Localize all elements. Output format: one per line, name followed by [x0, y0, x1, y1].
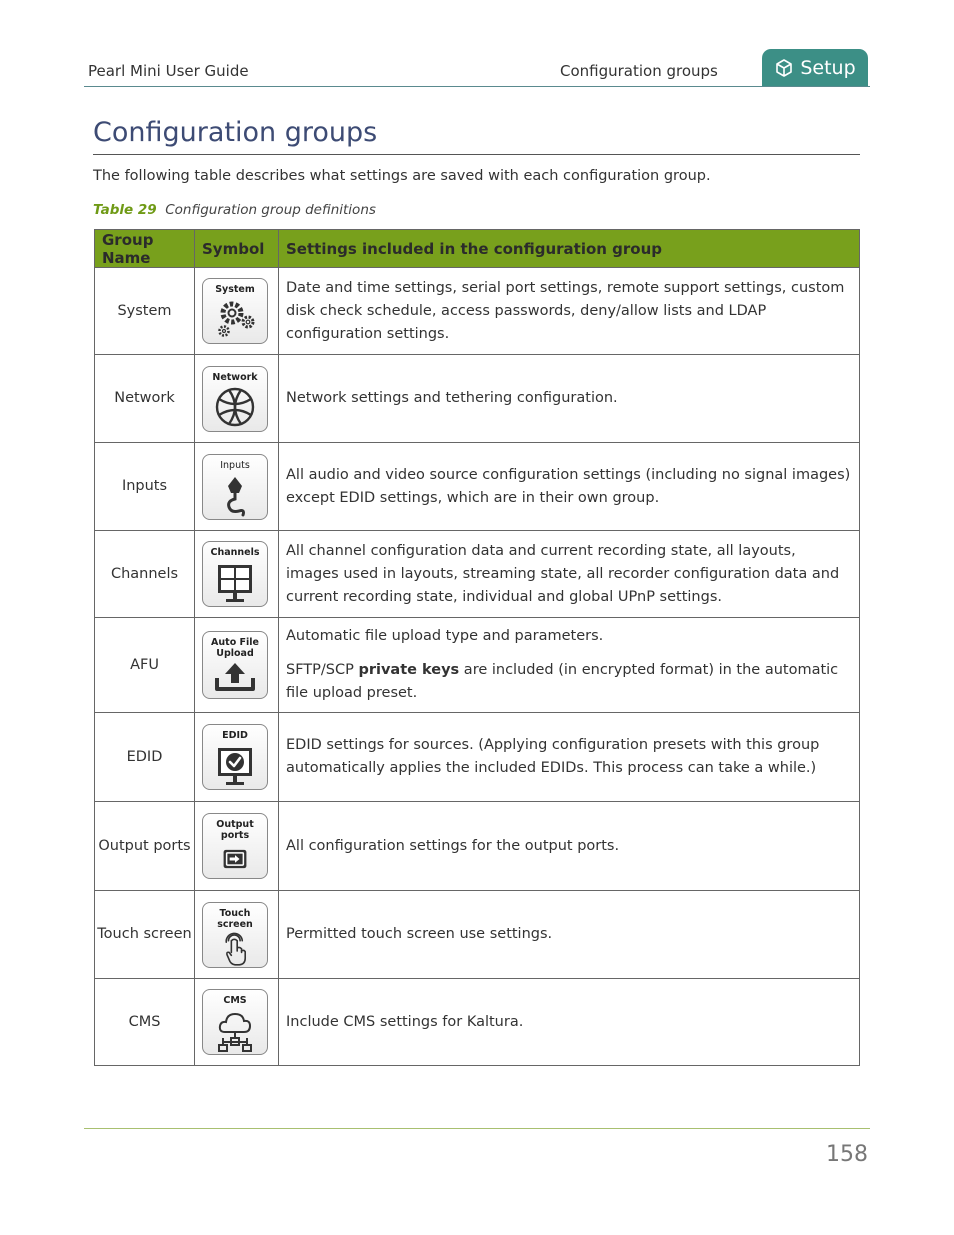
touch-screen-symbol — [202, 902, 268, 968]
table-row — [95, 713, 860, 802]
header-settings: Settings included in the configuration group — [279, 230, 860, 268]
caption-label: Table 29 — [93, 202, 157, 218]
group-name: CMS — [95, 979, 195, 1066]
edid-symbol — [202, 724, 268, 790]
header-divider — [84, 86, 870, 87]
symbol-label: Output ports — [216, 819, 254, 841]
table-row — [95, 443, 860, 531]
table-row — [95, 979, 860, 1066]
group-name: Inputs — [95, 443, 195, 531]
table-row — [95, 355, 860, 443]
monitor-grid-icon — [213, 560, 257, 606]
upload-icon — [210, 661, 260, 693]
cms-symbol — [202, 989, 268, 1055]
footer-divider — [84, 1128, 870, 1129]
settings-description: Include CMS settings for Kaltura. — [286, 1013, 524, 1030]
settings-description: All configuration settings for the output ports. — [286, 837, 620, 854]
settings-description: All audio and video source configuration settings (including no signal images) except EDID settings, which are in their own group. — [286, 466, 851, 506]
group-name: Network — [95, 355, 195, 443]
group-name: AFU — [95, 618, 195, 713]
inputs-symbol — [202, 454, 268, 520]
touch-hand-icon — [213, 932, 257, 967]
settings-description: EDID settings for sources. (Applying configuration presets with this group automatically applies the included EDIDs. This process can take a while.) — [286, 737, 820, 776]
symbol-label: CMS — [223, 995, 247, 1006]
symbol-label: Network — [212, 371, 258, 383]
title-divider — [93, 154, 860, 155]
config-groups-table — [94, 229, 860, 1066]
symbol-label: Inputs — [220, 459, 250, 471]
group-name: Output ports — [95, 802, 195, 891]
symbol-label: EDID — [222, 730, 248, 741]
table-row — [95, 891, 860, 979]
monitor-check-icon — [213, 743, 257, 789]
channels-symbol — [202, 541, 268, 607]
table-header-row — [95, 230, 860, 268]
output-ports-symbol — [202, 813, 268, 879]
page-title: Configuration groups — [93, 117, 378, 148]
setup-tab-label: Setup — [800, 56, 856, 79]
symbol-label: Channels — [210, 547, 260, 558]
afu-symbol — [202, 631, 268, 699]
table-row — [95, 802, 860, 891]
settings-description: Date and time settings, serial port settings, remote support settings, custom disk check schedule, access passwords, deny/allow lists and LDAP configuration settings. — [286, 279, 845, 342]
globe-network-icon — [211, 385, 259, 429]
table-caption — [93, 202, 376, 218]
plug-icon — [213, 473, 257, 519]
guide-title: Pearl Mini User Guide — [88, 62, 249, 80]
symbol-label: Auto File Upload — [211, 637, 259, 659]
settings-description: All channel configuration data and current recording state, all layouts, images used in layouts, streaming state, all recorder configuration data and current recording state, individual and global UPnP settings. — [286, 542, 840, 605]
table-row — [95, 268, 860, 355]
symbol-label: Touch screen — [217, 907, 253, 930]
gears-icon — [210, 297, 260, 341]
header-symbol: Symbol — [195, 230, 279, 268]
settings-description: Permitted touch screen use settings. — [286, 926, 553, 942]
setup-tab[interactable] — [762, 49, 868, 86]
table-row — [95, 531, 860, 618]
intro-text: The following table describes what settings are saved with each configuration group. — [93, 168, 711, 184]
system-symbol — [202, 278, 268, 344]
header-group-name: Group Name — [95, 230, 195, 268]
settings-description-note: SFTP/SCP private keys are included (in encrypted format) in the automatic file upload preset. — [286, 662, 839, 701]
table-row — [95, 618, 860, 713]
cloud-network-icon — [213, 1008, 257, 1054]
group-name: System — [95, 268, 195, 355]
settings-description: Automatic file upload type and parameters. — [286, 628, 604, 644]
group-name: EDID — [95, 713, 195, 802]
symbol-label: System — [215, 284, 255, 295]
group-name: Channels — [95, 531, 195, 618]
section-name: Configuration groups — [560, 62, 718, 80]
output-arrow-icon — [213, 843, 257, 878]
cube-icon — [774, 58, 794, 78]
page-number: 158 — [826, 1142, 868, 1167]
settings-description: Network settings and tethering configuration. — [286, 390, 618, 406]
private-keys-emphasis: private keys — [358, 662, 460, 678]
caption-text: Configuration group definitions — [165, 202, 376, 218]
network-symbol — [202, 366, 268, 432]
group-name: Touch screen — [95, 891, 195, 979]
